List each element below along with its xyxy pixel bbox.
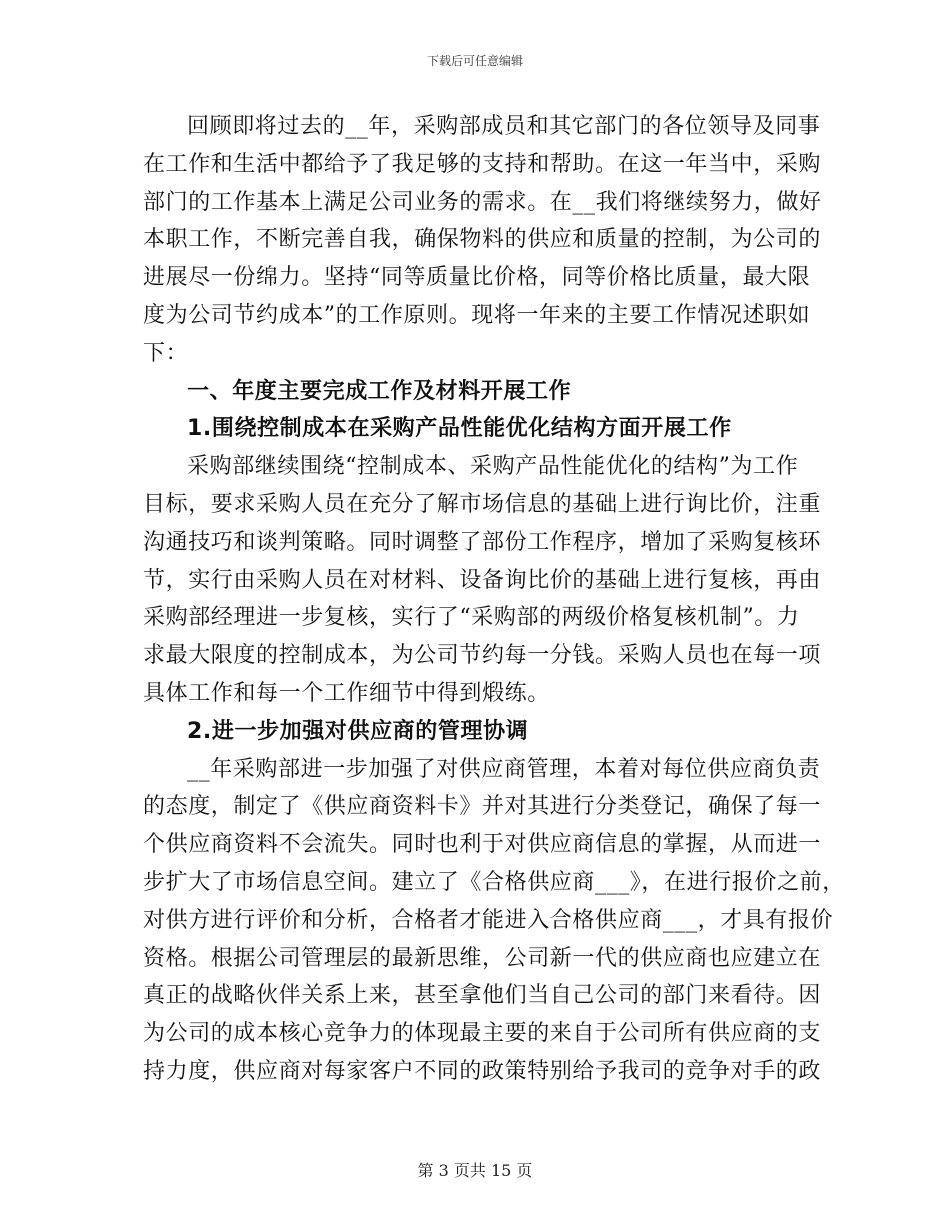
paragraph-line: 对供方进行评价和分析，合格者才能进入合格供应商___，才具有报价 bbox=[143, 907, 834, 933]
paragraph-line: 真正的战略伙伴关系上来，甚至拿他们当自己公司的部门来看待。因 bbox=[143, 983, 822, 1009]
paragraph-line: 持力度，供应商对每家客户不同的政策特别给予我司的竞争对手的政 bbox=[143, 1058, 822, 1084]
paragraph-line: 的态度，制定了《供应商资料卡》并对其进行分类登记，确保了每一 bbox=[143, 794, 822, 820]
paragraph-line: 本职工作，不断完善自我，确保物料的供应和质量的控制，为公司的 bbox=[143, 227, 822, 253]
document-body bbox=[143, 108, 845, 1091]
paragraph-line: 在工作和生活中都给予了我足够的支持和帮助。在这一年当中，采购 bbox=[143, 151, 822, 177]
paragraph-line: 节，实行由采购人员在对材料、设备询比价的基础上进行复核，再由 bbox=[143, 567, 822, 593]
paragraph-line: 部门的工作基本上满足公司业务的需求。在__我们将继续努力，做好 bbox=[143, 189, 822, 215]
paragraph-line: __年采购部进一步加强了对供应商管理，本着对每位供应商负责 bbox=[187, 756, 821, 782]
paragraph-line: 进展尽一份绵力。坚持“同等质量比价格，同等价格比质量，最大限 bbox=[143, 265, 811, 291]
paragraph-line: 采购部继续围绕“控制成本、采购产品性能优化的结构”为工作 bbox=[187, 454, 799, 480]
paragraph-line: 下： bbox=[143, 340, 189, 366]
paragraph-line: 为公司的成本核心竞争力的体现最主要的来自于公司所有供应商的支 bbox=[143, 1021, 822, 1047]
subsection-heading: 2.进一步加强对供应商的管理协调 bbox=[187, 718, 529, 744]
paragraph-line: 步扩大了市场信息空间。建立了《合格供应商___》，在进行报价之前， bbox=[143, 869, 845, 895]
page-footer: 第 3 页共 15 页 bbox=[417, 1161, 533, 1180]
paragraph-line: 度为公司节约成本”的工作原则。现将一年来的主要工作情况述职如 bbox=[143, 302, 811, 328]
paragraph-line: 回顾即将过去的__年，采购部成员和其它部门的各位领导及同事 bbox=[187, 114, 821, 139]
paragraph-line: 个供应商资料不会流失。同时也利于对供应商信息的掌握，从而进一 bbox=[143, 832, 822, 858]
section-heading: 一、年度主要完成工作及材料开展工作 bbox=[187, 378, 572, 404]
paragraph-line: 采购部经理进一步复核，实行了“采购部的两级价格复核机制”。力 bbox=[143, 605, 800, 631]
paragraph-line: 目标，要求采购人员在充分了解市场信息的基础上进行询比价，注重 bbox=[143, 491, 822, 517]
subsection-heading: 1.围绕控制成本在采购产品性能优化结构方面开展工作 bbox=[187, 416, 732, 442]
paragraph-line: 求最大限度的控制成本，为公司节约每一分钱。采购人员也在每一项 bbox=[143, 643, 822, 669]
paragraph-line: 资格。根据公司管理层的最新思维，公司新一代的供应商也应建立在 bbox=[143, 945, 822, 971]
page-header: 下载后可任意编辑 bbox=[426, 54, 523, 68]
paragraph-line: 具体工作和每一个工作细节中得到煅练。 bbox=[143, 680, 550, 706]
paragraph-line: 沟通技巧和谈判策略。同时调整了部份工作程序，增加了采购复核环 bbox=[143, 529, 822, 555]
